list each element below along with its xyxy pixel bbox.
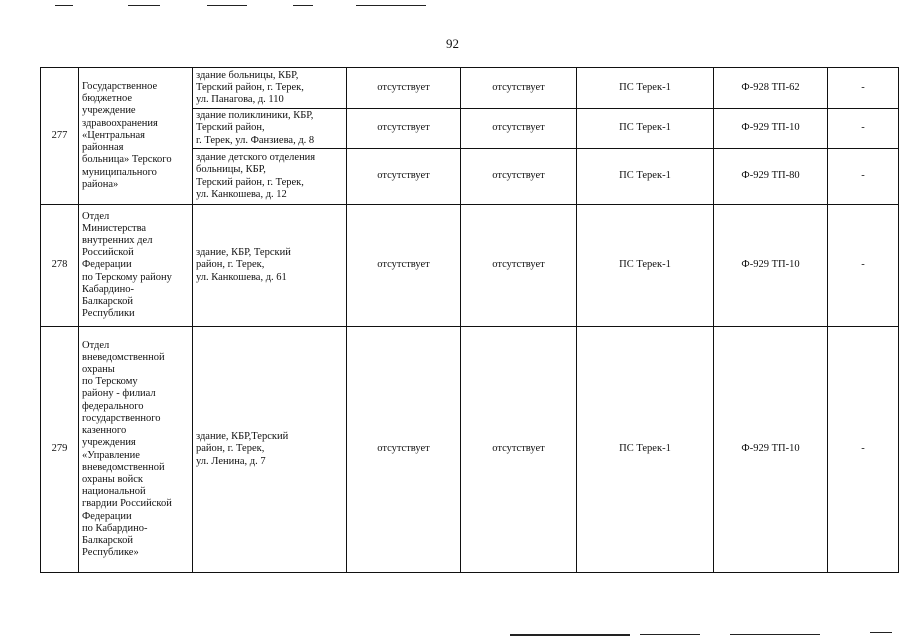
object-address — [193, 205, 347, 327]
feeder-cell: Ф-928 ТП-62 — [714, 68, 828, 109]
object-address — [193, 68, 347, 109]
organization-name-line: Государственное — [82, 81, 158, 93]
note-cell: - — [828, 149, 899, 205]
note-cell: - — [828, 109, 899, 149]
organization-name-line: вневедомственной — [82, 351, 165, 363]
object-address — [193, 327, 347, 573]
object-address-line: Терский район, — [196, 122, 265, 134]
organization-name — [79, 68, 193, 205]
scan-artifact-line — [730, 634, 820, 635]
object-address-line: Терский район, г. Терек, — [196, 176, 304, 188]
organization-name-line: Кабардино- — [82, 283, 134, 295]
availability-cell: отсутствует — [461, 68, 577, 109]
substation-cell: ПС Терек-1 — [577, 205, 714, 327]
availability-cell: отсутствует — [347, 327, 461, 573]
organization-name-line: государственного — [82, 412, 161, 424]
organization-name-line: казенного — [82, 425, 127, 437]
object-address-line: район, г. Терек, — [196, 443, 265, 455]
object-address — [193, 109, 347, 149]
scan-artifact-line — [870, 632, 892, 633]
feeder-cell: Ф-929 ТП-10 — [714, 327, 828, 573]
substation-cell: ПС Терек-1 — [577, 327, 714, 573]
organization-name-line: здравоохранения — [82, 117, 158, 129]
organization-name-line: района» — [82, 178, 119, 190]
organization-name-line: федерального — [82, 400, 144, 412]
object-address-line: здание поликлиники, КБР, — [196, 110, 314, 122]
object-address — [193, 149, 347, 205]
object-address-line: Терский район, г. Терек, — [196, 81, 304, 93]
availability-cell: отсутствует — [347, 109, 461, 149]
scan-artifact-line — [640, 634, 700, 635]
organization-name-line: Отдел — [82, 339, 110, 351]
availability-cell: отсутствует — [461, 109, 577, 149]
organization-name-line: «Управление — [82, 449, 140, 461]
organization-name-line: Республики — [82, 308, 135, 320]
organization-name — [79, 205, 193, 327]
object-address-line: больницы, КБР, — [196, 164, 266, 176]
availability-cell: отсутствует — [461, 149, 577, 205]
object-address-line: ул. Панагова, д. 110 — [196, 94, 284, 106]
scan-artifact-line — [510, 634, 630, 636]
organization-name-line: районная — [82, 142, 124, 154]
organization-name-line: Балкарской — [82, 296, 133, 307]
organization-name-line: внутренних дел — [82, 234, 153, 246]
substation-cell: ПС Терек-1 — [577, 109, 714, 149]
organization-name-line: Министерства — [82, 222, 147, 234]
organization-name-line: по Кабардино- — [82, 522, 148, 534]
object-address-line: г. Терек, ул. Фанзиева, д. 8 — [196, 134, 315, 146]
object-address-line: здание больницы, КБР, — [196, 69, 299, 81]
organization-name-line: Федерации — [82, 510, 132, 522]
availability-cell: отсутствует — [347, 68, 461, 109]
feeder-cell: Ф-929 ТП-10 — [714, 109, 828, 149]
scan-artifact-line — [293, 5, 313, 6]
scan-artifact-line — [207, 5, 247, 6]
organization-name-line: Федерации — [82, 259, 132, 271]
feeder-cell: Ф-929 ТП-10 — [714, 205, 828, 327]
table-row — [41, 205, 899, 327]
object-address-line: здание детского отделения — [196, 152, 316, 164]
registry-table-body — [41, 68, 899, 573]
availability-cell: отсутствует — [461, 205, 577, 327]
availability-cell: отсутствует — [347, 149, 461, 205]
table-row — [41, 68, 899, 109]
organization-name-line: Отдел — [82, 210, 110, 222]
scan-artifact-line — [356, 5, 426, 6]
organization-name — [79, 327, 193, 573]
organization-name-line: по Терскому району — [82, 271, 172, 283]
note-cell: - — [828, 68, 899, 109]
organization-name-line: охраны войск — [82, 473, 143, 485]
organization-name-line: району - филиал — [82, 388, 156, 400]
object-address-line: ул. Канкошева, д. 61 — [196, 271, 287, 283]
row-number: 278 — [41, 205, 79, 327]
object-address-line: район, г. Терек, — [196, 259, 265, 271]
organization-name-line: учреждения — [82, 437, 136, 449]
object-address-line: здание, КБР, Терский — [196, 247, 291, 259]
organization-name-line: учреждение — [82, 105, 136, 117]
feeder-cell: Ф-929 ТП-80 — [714, 149, 828, 205]
page-number: 92 — [446, 36, 459, 51]
table-row — [41, 327, 899, 573]
row-number: 277 — [41, 68, 79, 205]
organization-name-line: Балкарской — [82, 534, 133, 546]
organization-name-line: «Центральная — [82, 129, 145, 141]
organization-name-line: гвардии Российской — [82, 498, 172, 510]
object-address-line: ул. Канкошева, д. 12 — [196, 188, 287, 200]
organization-name-line: по Терскому — [82, 376, 138, 388]
registry-table — [40, 67, 899, 573]
row-number: 279 — [41, 327, 79, 573]
object-address-line: ул. Ленина, д. 7 — [196, 455, 266, 467]
organization-name-line: больница» Терского — [82, 154, 172, 166]
organization-name-line: охраны — [82, 364, 115, 376]
organization-name-line: муниципального — [82, 166, 157, 178]
scan-artifact-line — [55, 5, 73, 6]
organization-name-line: национальной — [82, 486, 146, 498]
note-cell: - — [828, 205, 899, 327]
substation-cell: ПС Терек-1 — [577, 68, 714, 109]
organization-name-line: бюджетное — [82, 93, 133, 105]
organization-name-line: Республике» — [82, 547, 139, 559]
availability-cell: отсутствует — [347, 205, 461, 327]
availability-cell: отсутствует — [461, 327, 577, 573]
organization-name-line: вневедомственной — [82, 461, 165, 473]
object-address-line: здание, КБР,Терский — [196, 431, 289, 443]
note-cell: - — [828, 327, 899, 573]
substation-cell: ПС Терек-1 — [577, 149, 714, 205]
scan-artifact-line — [128, 5, 160, 6]
organization-name-line: Российской — [82, 247, 134, 259]
